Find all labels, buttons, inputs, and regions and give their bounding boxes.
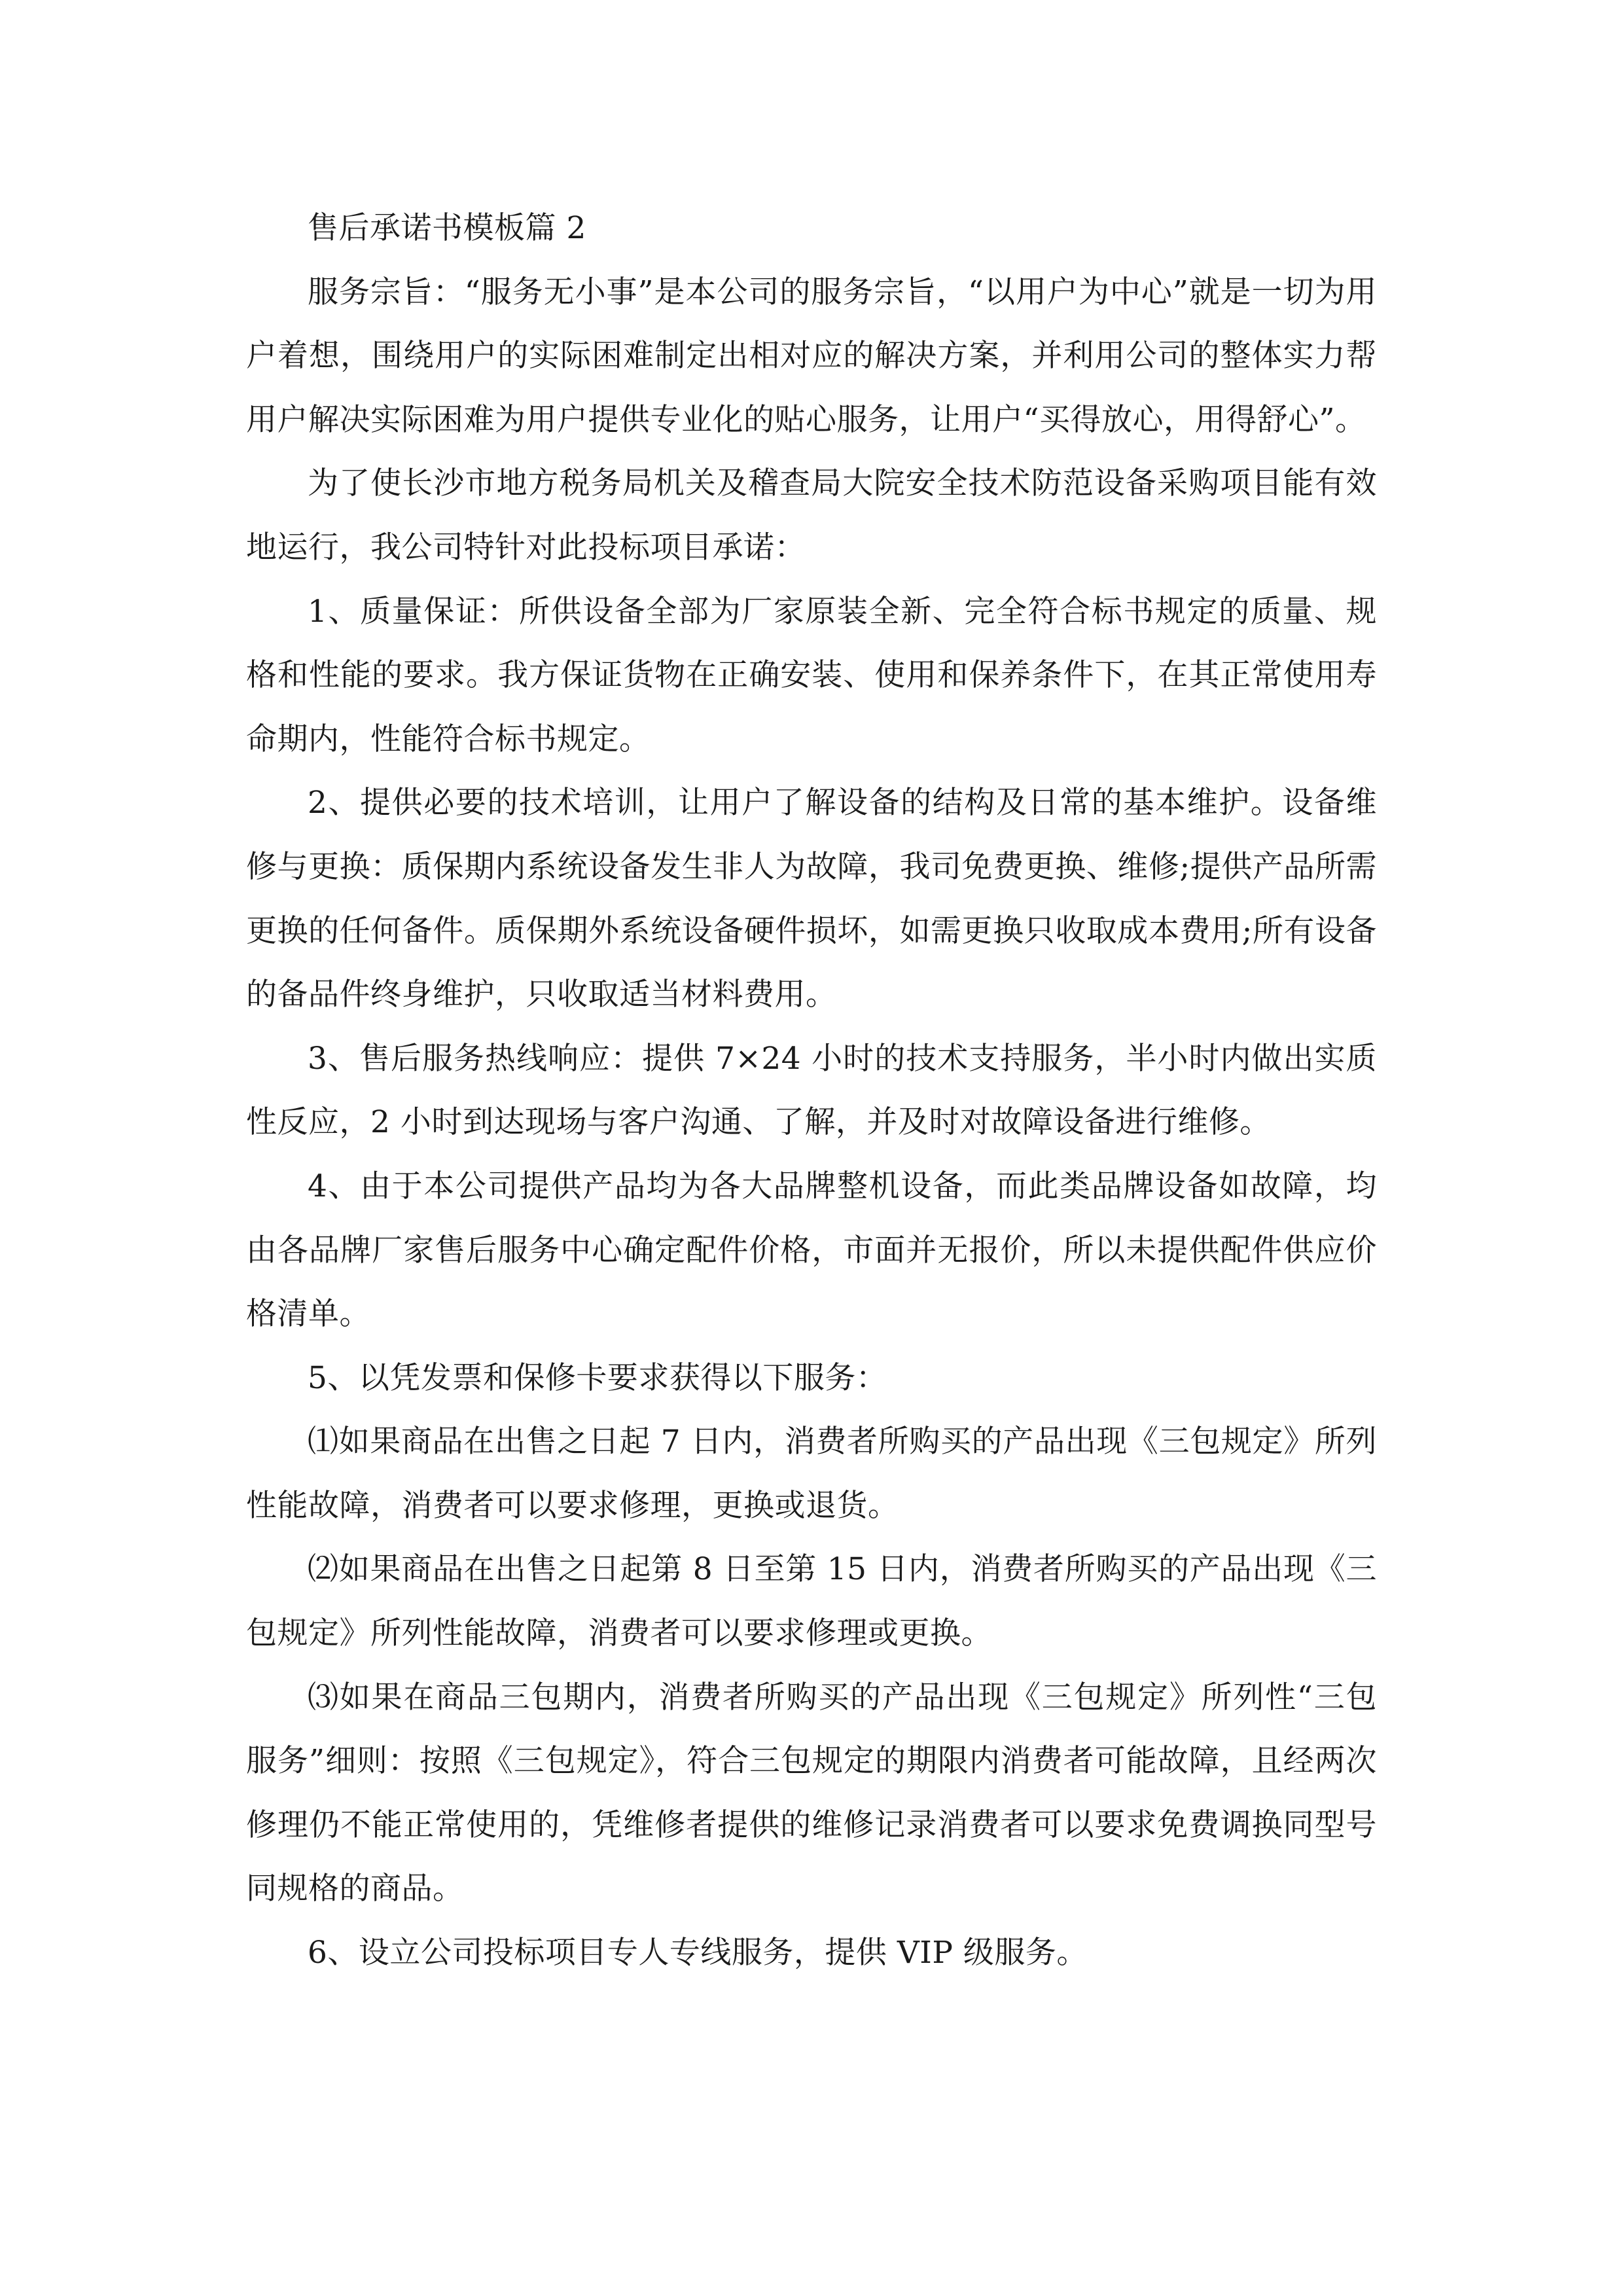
paragraph-parts-pricing: 4、由于本公司提供产品均为各大品牌整机设备，而此类品牌设备如故障，均由各品牌厂家售后服务中心确定配件价格，市面并无报价，所以未提供配件供应价格清单。 xyxy=(246,1168,1377,1333)
paragraph-sub-item-1: ⑴如果商品在出售之日起 7 日内，消费者所购买的产品出现《三包规定》所列性能故障，消费者可以要求修理，更换或退货。 xyxy=(246,1424,1377,1524)
paragraph-training-maintenance: 2、提供必要的技术培训，让用户了解设备的结构及日常的基本维护。设备维修与更换：质保期内系统设备发生非人为故障，我司免费更换、维修;提供产品所需更换的任何备件。质保期外系统设备硬件损坏，如需更换只收取成本费用;所有设备的备品件终身维护，只收取适当材料费用。 xyxy=(246,785,1377,1013)
paragraph-vip-service: 6、设立公司投标项目专人专线服务，提供 VIP 级服务。 xyxy=(308,1935,1088,1971)
paragraph-hotline-response: 3、售后服务热线响应：提供 7×24 小时的技术支持服务，半小时内做出实质性反应，2 小时到达现场与客户沟通、了解，并及时对故障设备进行维修。 xyxy=(246,1040,1377,1141)
paragraph-service-purpose: 服务宗旨：“服务无小事”是本公司的服务宗旨，“以用户为中心”就是一切为用户着想，围绕用户的实际困难制定出相对应的解决方案，并利用公司的整体实力帮用户解决实际困难为用户提供专业化的贴心服务，让用户“买得放心，用得舒心”。 xyxy=(246,274,1378,438)
paragraph-quality-guarantee: 1、质量保证：所供设备全部为厂家原装全新、完全符合标书规定的质量、规格和性能的要求。我方保证货物在正确安装、使用和保养条件下，在其正常使用寿命期内，性能符合标书规定。 xyxy=(246,593,1377,757)
document-title: 售后承诺书模板篇 2 xyxy=(308,210,586,246)
paragraph-invoice-services: 5、以凭发票和保修卡要求获得以下服务： xyxy=(308,1359,887,1396)
paragraph-sub-item-3: ⑶如果在商品三包期内，消费者所购买的产品出现《三包规定》所列性“三包服务”细则：按照《三包规定》，符合三包规定的期限内消费者可能故障，且经两次修理仍不能正常使用的，凭维修者提供的维修记录消费者可以要求免费调换同型号同规格的商品。 xyxy=(246,1679,1377,1907)
document-body xyxy=(246,196,1377,1985)
paragraph-sub-item-2: ⑵如果商品在出售之日起第 8 日至第 15 日内，消费者所购买的产品出现《三包规定》所列性能故障，消费者可以要求修理或更换。 xyxy=(246,1551,1377,1652)
paragraph-intro: 为了使长沙市地方税务局机关及稽查局大院安全技术防范设备采购项目能有效地运行，我公司特针对此投标项目承诺： xyxy=(246,465,1377,565)
